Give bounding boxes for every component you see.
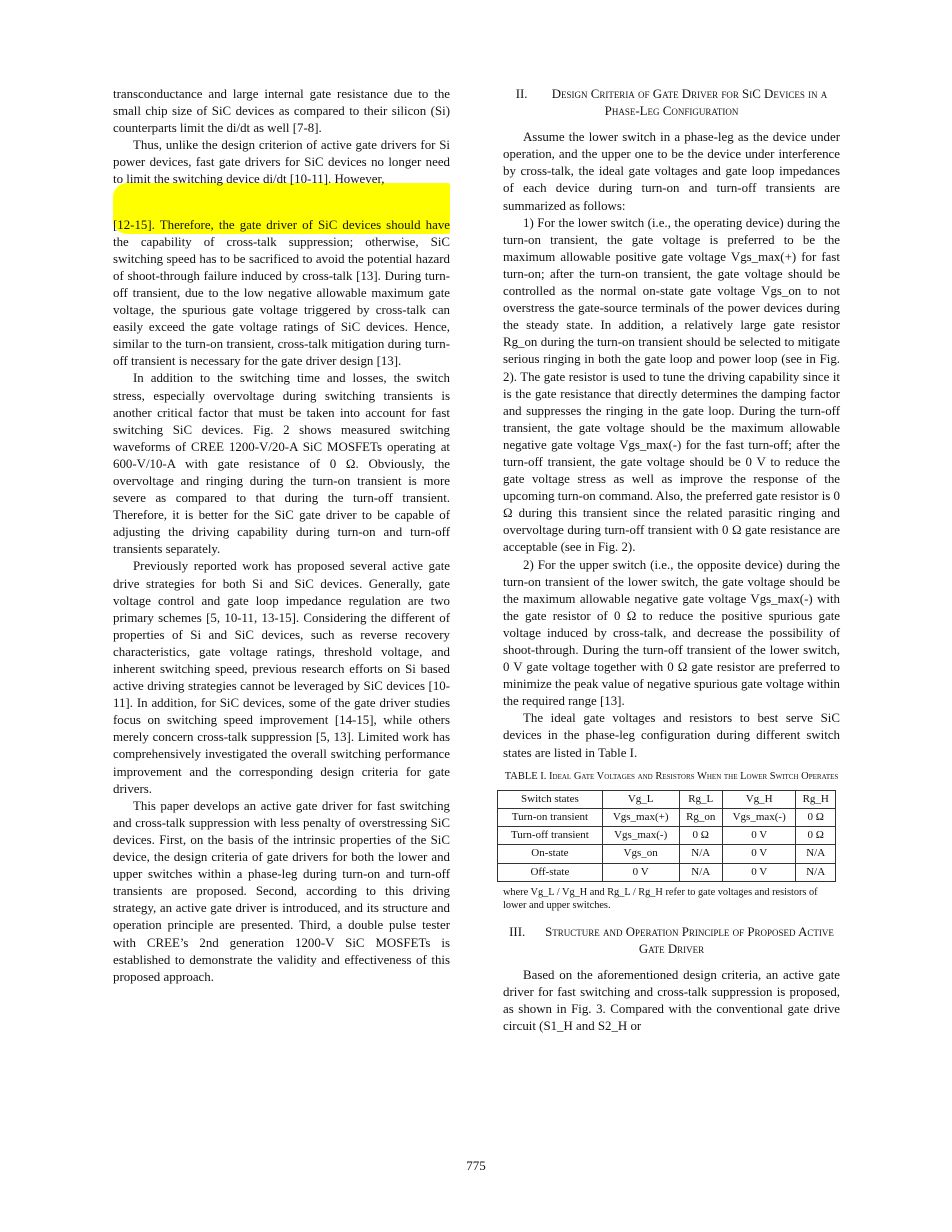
right-column [503, 86, 840, 1035]
paragraph: 2) For the upper switch (i.e., the opposite device) during the turn-on transient of the lower switch, the gate voltage should be the maximum allowable negative gate voltage Vgs_max(-) with the gate resistor of 0 Ω to reduce the positive spurious gate voltage induced by cross-talk, and decrease the possibility of shoot-through. During the turn-off transient of the lower switch, 0 V gate voltage together with 0 Ω gate resistor are preferred to minimize the peak value of negative spurious gate voltage within the required range [13]. [503, 557, 840, 709]
table-cell: Vgs_on [602, 845, 679, 863]
table-cell: Vgs_max(+) [602, 809, 679, 827]
table-cell: 0 Ω [796, 809, 836, 827]
table-cell: 0 V [722, 845, 796, 863]
table-cell: Turn-on transient [498, 809, 603, 827]
paragraph-highlighted-start [113, 137, 450, 188]
section-heading-2 [503, 86, 840, 120]
gate-voltage-table [497, 790, 836, 881]
table-header-cell: Switch states [498, 791, 603, 809]
paragraph: [12-15]. Therefore, the gate driver of SiC devices should have the capability of cross-talk suppression; otherwise, SiC switching speed has to be sacrificed to avoid the potential hazard of shoot-through failure induced by cross-talk [13]. During turn-off transient, due to the low negative allowable maximum gate voltage, the spurious gate voltage triggered by cross-talk can easily exceed the gate voltage ratings of SiC devices. Hence, similar to the turn-on transient, cross-talk mitigation during turn-off transient is necessary for the gate driver design [13]. [113, 217, 450, 369]
table-cell: Turn-off transient [498, 827, 603, 845]
table-header-cell: Vg_L [602, 791, 679, 809]
table-row [498, 863, 836, 881]
table-note: where Vg_L / Vg_H and Rg_L / Rg_H refer to gate voltages and resistors of lower and upper switches. [503, 886, 818, 911]
section-title: Structure and Operation Principle of Proposed Active Gate Driver [545, 924, 834, 956]
table-row [498, 827, 836, 845]
paragraph: In addition to the switching time and losses, the switch stress, especially overvoltage during switching transients is another critical factor that must be taken into account for fast switching SiC devices. Fig. 2 shows measured switching waveforms of CREE 1200-V/20-A SiC MOSFETs operating at 600-V/10-A with gate resistance of 0 Ω. Obviously, the overvoltage and ringing during the turn-on transient is more severe as compared to that during the turn-off transient. Therefore, it is better for the SiC gate driver to be capable of adjusting the driving capability during turn-on and turn-off transients separately. [113, 371, 450, 557]
left-column [113, 86, 450, 986]
table-cell: N/A [679, 863, 722, 881]
paragraph-text: Thus, unlike the design criterion of active gate drivers for Si power devices, fast gate drivers for SiC devices no longer need to limit the switching device di/dt [10-11]. However, [113, 138, 450, 187]
section-title: Design Criteria of Gate Driver for SiC Devices in a Phase-Leg Configuration [551, 87, 828, 119]
paragraph: This paper develops an active gate driver for fast switching and cross-talk suppression with less penalty of overstressing SiC devices. First, on the basis of the intrinsic properties of the SiC device, the design criteria of gate drivers for both the lower and upper switches within a phase-leg during turn-on and turn-off transients are proposed. Second, according to this driving strategy, an active gate driver is introduced, and its structure and operation principle are presented. Third, a double pulse tester with CREE’s 2nd generation 1200-V SiC MOSFETs is established to demonstrate the validity and effectiveness of this proposed approach. [113, 798, 450, 984]
table-header-cell: Rg_H [796, 791, 836, 809]
table-header-cell: Vg_H [722, 791, 796, 809]
paragraph: transconductance and large internal gate resistance due to the small chip size of SiC devices as compared to their silicon (Si) counterparts limit the di/dt as well [7-8]. [113, 87, 450, 136]
section-heading-3 [503, 924, 840, 958]
table-cell: 0 Ω [796, 827, 836, 845]
paragraph: Based on the aforementioned design criteria, an active gate driver for fast switching and cross-talk suppression is proposed, as shown in Fig. 3. Compared with the conventional gate drive circuit (S1_H and S2_H or [503, 967, 840, 1034]
table-cell: On-state [498, 845, 603, 863]
paragraph: The ideal gate voltages and resistors to best serve SiC devices in the phase-leg configuration during different switch states are listed in Table I. [503, 711, 840, 760]
section-number: II. [515, 87, 528, 101]
paragraph: Previously reported work has proposed several active gate drive strategies for both Si and SiC devices. Generally, gate voltage control and gate loop impedance regulation are two primary schemes [5, 10-11, 13-15]. Considering the different of properties of Si and SiC devices, such as reverse recovery characteristics, gate voltage ratings, threshold voltage, and inherent switching speed, previous research efforts on Si based active driving strategies cannot be leveraged by SiC devices [10-11]. In addition, for SiC devices, some of the gate driver studies focus on switching speed improvement [14-15], while others merely concern cross-talk suppression [5, 13]. Limited work has comprehensively investigated the overall switching performance improvement and the corresponding design criteria for gate drivers. [113, 559, 450, 796]
table-cell: Vgs_max(-) [722, 809, 796, 827]
table-cell: 0 V [722, 863, 796, 881]
paragraph: 1) For the lower switch (i.e., the operating device) during the turn-on transient, the gate voltage is preferred to be the maximum allowable positive gate voltage Vgs_max(+) for fast turn-on; after the turn-on transient, the gate voltage should be controlled as the normal on-state gate voltage Vgs_on to not overstress the gate-source terminals of the power devices during the steady state. In addition, a relatively large gate resistor Rg_on during the turn-on transient should be selected to mitigate serious ringing in both the gate loop and power loop (see in Fig. 2). The gate resistor is used to tune the driving capability since it is the gate resistance that directly determines the damping factor and suppresses the ringing in the gate loop. During the turn-off transient, the gate voltage should be the maximum allowable negative gate voltage Vgs_max(-) for the fast turn-off; after the turn-off transient, the gate voltage should be 0 V to reduce the gate voltage stress as well as improve the response of the upcoming turn-on command. Also, the preferred gate resistor is 0 Ω during this transient since the related parasitic ringing and overvoltage during turn-off transient with 0 Ω gate resistance are acceptable (see in Fig. 2). [503, 215, 840, 555]
table-row [498, 845, 836, 863]
page-number: 775 [466, 1158, 486, 1173]
section-number: III. [509, 924, 526, 939]
table-header-cell: Rg_L [679, 791, 722, 809]
table-cell: 0 V [602, 863, 679, 881]
table-cell: Vgs_max(-) [602, 827, 679, 845]
paragraph: Assume the lower switch in a phase-leg as the device under operation, and the upper one to be the device under interference by cross-talk, the ideal gate voltages and gate loop impedances of each device during turn-on and turn-off transients are summarized as follows: [503, 130, 840, 213]
table-cell: 0 Ω [679, 827, 722, 845]
table-cell: Off-state [498, 863, 603, 881]
table-cell: N/A [679, 845, 722, 863]
table-header-row [498, 791, 836, 809]
table-row [498, 809, 836, 827]
table-cell: N/A [796, 845, 836, 863]
table-cell: 0 V [722, 827, 796, 845]
table-cell: Rg_on [679, 809, 722, 827]
table-cell: N/A [796, 863, 836, 881]
table-caption: TABLE I. Ideal Gate Voltages and Resistors When the Lower Switch Operates [504, 770, 839, 782]
